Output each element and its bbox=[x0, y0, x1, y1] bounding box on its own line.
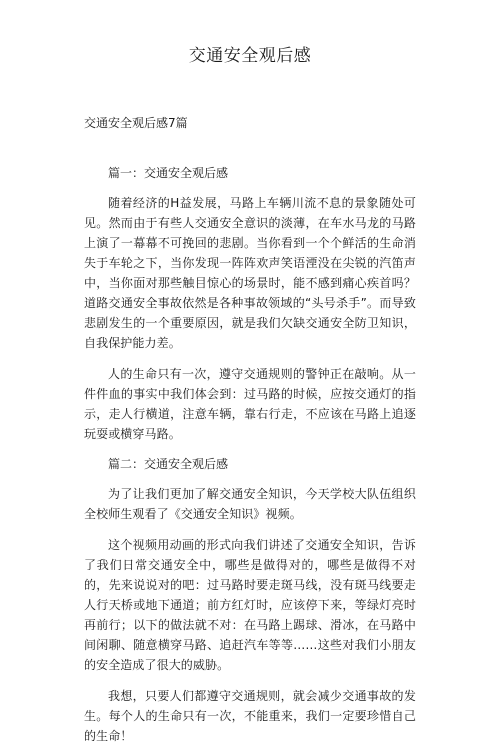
section-heading-2: 篇二：交通安全观后感 bbox=[108, 457, 229, 471]
paragraph: 这个视频用动画的形式向我们讲述了交通安全知识，告诉了我们日常交通安全中，哪些是做得对的，哪些是做得不对的，先来说说对的吧：过马路时要走斑马线，没有斑马线要走人行天桥或地下通道；前方红灯时，应该停下来，等绿灯亮时再前行；以下的做法就不对：在马路上踢球、滑冰，在马路中间闲聊、随意横穿马路、追赶汽车等等……这些对我们小朋友的安全造成了很大的威胁。 bbox=[84, 538, 416, 672]
section-heading-1: 篇一：交通安全观后感 bbox=[108, 166, 229, 180]
paragraph: 人的生命只有一次，遵守交通规则的警钟正在敲响。从一件件血的事实中我们体会到：过马路的时候，应按交通灯的指示，走人行横道，注意车辆，靠右行走，不应该在马路上追逐玩耍或横穿马路。 bbox=[84, 367, 416, 441]
document-subtitle: 交通安全观后感7篇 bbox=[84, 116, 188, 130]
paragraph: 我想，只要人们都遵守交通规则，就会减少交通事故的发生。每个人的生命只有一次，不能重来，我们一定要珍惜自己的生命！ bbox=[84, 689, 416, 743]
paragraph: 为了让我们更加了解交通安全知识，今天学校大队伍组织全校师生观看了《交通安全知识》视频。 bbox=[84, 487, 416, 521]
document-title: 交通安全观后感 bbox=[188, 46, 312, 66]
paragraph: 随着经济的H益发展，马路上车辆川流不息的景象随处可见。然而由于有些人交通安全意识的淡薄，在车水马龙的马路上演了一幕幕不可挽回的悲剧。当你看到一个个鲜活的生命消失于车轮之下，当你发现一阵阵欢声笑语湮没在尖锐的汽笛声中，当你面对那些触目惊心的场景时，能不感到痛心疾首吗？道路交通安全事故依然是各种事故领域的“头号杀手”。而导致悲剧发生的一个重要原因，就是我们欠缺交通安全防卫知识，自我保护能力差。 bbox=[84, 196, 416, 350]
